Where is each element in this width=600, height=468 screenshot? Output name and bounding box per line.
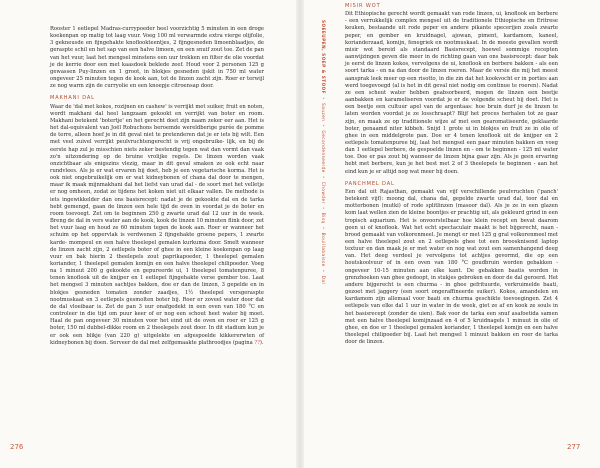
- running-head-sub-3: Bisq: [321, 212, 326, 224]
- text-line: porties aan werd toegevoegd (al is het in dit geval niet nodig om continue te: [345, 75, 559, 89]
- text-line: Kokos, amandelen en kardamom zijn allemaal voor baati en churma geschikte: [345, 289, 558, 303]
- text-line: laag en houd ze 60 minuten tegen de kook aan. Roer er wanneer het schuim: [50, 225, 264, 239]
- text-line: 5 kruidnagels 1 minuut in olie of ghee, en doe er 1 theelepel gemalen: [345, 317, 558, 331]
- text-line: Eritrese keuken, bestaande uit rode peper en andere pikante specerijen zoals: [345, 18, 558, 32]
- text-line: en filter de olie voordat je de kerrie door een met kaasdoek beklede zeef.: [50, 54, 264, 68]
- text-line: wordt misir wot bereid als standaard Basisrecept, hoewel sommige recepten: [345, 39, 558, 53]
- text-line: Rooster 1 eetlepel Madras-currypoeder heel voorzichtig 5 minuten in een: [50, 26, 249, 32]
- text-line: de gekookte dal en de tarka hebt gemengd, gaan de linzen een hele tijd de: [50, 196, 264, 210]
- left-page: [0, 0, 298, 468]
- text-line: het mengsel een paar minuten bakken en voeg dan 1 eetlepel berbere, de gespoelde: [345, 139, 558, 154]
- text-line: roeren). Nadat ze een scheut water hebben geabsorbeerd, mogen de linzen: [345, 82, 558, 96]
- text-line: ).: [259, 339, 264, 346]
- running-head-separator: •: [321, 124, 326, 128]
- text-line: zout toe. Zet de pan van het vuur, laat het mengsel minstens een uur trekken: [50, 47, 264, 61]
- text-line: het mengsel 1 minuut bakken en roer de tarka door de linzen.: [345, 332, 558, 346]
- text-line: Haal de pan ongeveer 30 minuten voor het eind uit de oven en roer er 125 g: [50, 318, 264, 325]
- text-line: betekent vijf): moong dal, chana dal, gepelde zwarte urad dal, toor dal en: [345, 196, 558, 203]
- section-heading-misir-wot: MISIR WOT: [345, 3, 381, 9]
- text-line: bij doen.: [436, 168, 459, 175]
- text-line: ze gaar zijn, en maak ze op traditionele wijze af met een gearomatiseerde,: [345, 111, 558, 125]
- text-line: linzen en - om te beginnen - 125 ml water toe. Doe er pas zout bij wanneer de: [345, 147, 558, 161]
- text-line: linzen te laten worden voordat je ze losschraapt? Blijf het proces herhalen tot: [345, 104, 558, 118]
- text-line: kikkererwten of kidneybonen bij doen. Serveer de dal met zelfgemaakte: [50, 332, 264, 346]
- text-line: bevat daarom geen ui of knoflook. Wat het echt spectaculair maakt is het: [345, 217, 558, 231]
- running-head-separator: •: [321, 175, 326, 179]
- text-line: doet. Het is een beetje een cultuur apel van de argentaas: hoe bruin durf je de: [345, 97, 558, 111]
- text-line: ook echt naar rundvlees. Als je er wat ervaren bij doet, heb je een vegetarische: [50, 160, 264, 174]
- text-line: korianderzaad, komijn, fenegriek en nootmuskaat. In de meeste gevallen: [345, 39, 543, 46]
- text-line: dal geroerd. Het andere bijgerecht is een churma - in ghee gefrituurde,: [345, 274, 558, 288]
- text-line: vormt dan vaak zo'n uitzondering op de bruine vrolijke regels. De linzen: [50, 146, 264, 160]
- text-line: gevormd, die op een houtskoolvuur of in een oven van 180 °C goudbruin: [345, 253, 558, 267]
- text-line: verkruimelde baati, gezoet met jaggery (een soort ongeraffineerde suiker).: [345, 281, 558, 296]
- text-line: grind in een tropisch aquarium. Het is onvoorstelbaar hoe klein recept en: [345, 210, 559, 224]
- text-line: soort met het velletje er nog omheen, zodat ze tijdens het koken niet uit: [50, 182, 264, 196]
- panchmel-dal-paragraph: [345, 189, 558, 346]
- text-line: glazen kom laat wellen zien de kleine boontjes er prachtig uit, als gekleurd: [345, 203, 558, 217]
- running-head-sub-5: Dal: [321, 275, 326, 285]
- text-line: noten, wordt makhani dal heel langzaam gekookt en verrijkt van boter en: [50, 103, 264, 117]
- text-line: nootmuskaat en 3 eetlepels gesmolten boter bij. Roer er zoveel water door dat de: [50, 296, 264, 310]
- running-head-separator: •: [321, 206, 326, 210]
- text-line: mompeul en een halve theelepel gemalen kurkuma door. Smelt wanneer de: [50, 239, 265, 253]
- text-line: Doe er 4 tenen knoflook uit de knijper en 2 eetlepels tomatenpuree bij, laat: [345, 132, 558, 146]
- text-line: knoepje citroensap door.: [148, 83, 214, 90]
- running-head-book: SOEEUPEN, SOEP & STOOF: [321, 20, 326, 95]
- page-reference-link[interactable]: ??: [254, 339, 260, 346]
- running-head-separator: •: [321, 269, 326, 273]
- text-line: meest aansprak leek meer op een risotto, in die zin dat het kookvocht er in: [345, 68, 558, 82]
- running-head-chapter: Sauzen: [321, 103, 326, 122]
- text-line: vers water aan de kook, kook de linzen 10 minuten flink door, zet het vuur: [50, 218, 264, 232]
- left-text-column: [50, 26, 264, 347]
- text-line: een beetje aanbakken en karameliseren voordat je er de volgende scheut bij: [345, 89, 559, 104]
- text-line: lijk, en bij de eerste hap zul je misschien niets zeker bestendig tegen wat dan: [50, 139, 265, 153]
- text-line: toevoegingen. Zet 4 eetlepels van elke dal 1 uur in water in de week, giet ze: [345, 296, 558, 310]
- text-line: dal vloeibaar is. Zet de pan 3 uur onafgedekt in een oven van 180 °C en: [59, 303, 264, 310]
- text-line: linzen zacht zijn, 2 eetlepels boter of ghee in een kleine koekenpan op laag: [58, 246, 264, 253]
- text-line: berbere - een verrukkelijk complex mengsel uit de traditionele Ethiopische en: [345, 11, 558, 25]
- text-line: olijfolie, 3 gekneusde en fijngehakte knoflookteentjes, 2 fijngesneden: [50, 33, 264, 47]
- text-line: limoenblaadjes, de geraspte schil en het sap van een halve limoen, en een snuif: [50, 40, 264, 54]
- section-heading-makhani-dal: MAKHANI DAL: [50, 95, 95, 102]
- makhani-dal-paragraph: [50, 104, 264, 347]
- text-line: controleer in die tijd om puur keer of er nog een schout heet water bij moet.: [50, 311, 264, 318]
- text-line: plathroodjes (pagina: [198, 339, 255, 346]
- text-line: soort tarka - en na dan door de linzen roeren. Maar de versie die mij het: [345, 68, 543, 75]
- text-line: Houd voor 2 personen 125 g gewassen Puy-linzen en 1 groot, in blokjes: [50, 61, 264, 75]
- text-line: op het oppervlak is verdwenen 2 fijngehakte groene pepers, 1 zwarte karde-: [50, 232, 264, 246]
- text-line: een snuf asafoetida samen met een halve theelepel komijnzaad en 4 of: [345, 310, 558, 324]
- text-line: geklaarde boter, genaamd niter kibbeh.: [345, 118, 558, 132]
- text-line: de linzen zacht zijn. Roer er terwijl ze nog warm zijn de curryolie en een: [50, 76, 264, 90]
- right-page: [302, 0, 600, 468]
- text-line: korma. Het is ook niet ongebruikelijk om er wat kidneybonen of chana dal: [50, 167, 264, 182]
- text-line: Zet om te beginnen 250 g zwarte urad dal 12 uur in de week. Breng de dal in: [50, 210, 264, 225]
- running-head-sub-1: Gecondenseerde: [321, 130, 326, 173]
- text-line: Een dal uit Rajasthan, gemaakt van vijf verschillende peulvruchten ('panch': [345, 188, 558, 195]
- text-line: worden vaak onzichtbaar als enigszins vlezig, maar in dit geval smaken ze: [50, 153, 264, 167]
- text-line: 2 of 3 theelepels te beginnen - aan het eind kun je er altijd nog wat meer: [345, 161, 558, 175]
- page-number-right: 277: [567, 443, 581, 451]
- text-line: koriander, 1 theelepel gemalen komijn en een halve theelepel chilipoeder.: [50, 261, 252, 267]
- text-line: zwarte peper, en gember en kruidnagel, ajowan, piment, kardamom, kaneel,: [345, 25, 558, 39]
- text-line: boter, 150 ml dubbel-dikke room en 2 theelepels zout door. In dit: [50, 325, 225, 332]
- text-line: de pomme de terre, alleen hoef je in dit geval niet te pretenderen dat je er iets: [50, 125, 264, 139]
- running-head-text: [321, 20, 326, 284]
- text-line: broosknisend laptop textuur en dan maak je er met water en nog wat zout: [345, 239, 558, 253]
- text-line: Voeg na 1 minuut 200 g gekookte en gepureerde ui, 1 theelepel tomatenpuree,: [50, 261, 264, 275]
- running-head-separator: •: [321, 97, 326, 101]
- text-line: en in blokjes gesneden tomaten zonder zaadjes, 1½ theelepel versgeraspte: [50, 282, 264, 296]
- text-line: Laat het mengsel 3 minuten sachtjes bakken, doe er dan de linzen, 3 gepelde: [50, 275, 264, 289]
- text-line: door te mengen, maar ik maak mijnmakhani dal het liefst van urad dal - de: [50, 175, 264, 189]
- text-line: bijgerecht, naan - brood gemaakt van volkorenmeel. Je mengt er met 125 g: [345, 224, 558, 238]
- text-line: baatis worden in grenzhoeken van ghee gedoopt, in stukjes gebroken en door de: [345, 267, 558, 281]
- text-line: Snijd 1 grote ui in blokjes en fruit ze in olie of ghee in een middelgrote pan.: [345, 125, 558, 139]
- section-heading-panchmel-dal: PANCHMEL DAL: [345, 180, 395, 187]
- running-head-separator: •: [321, 226, 326, 230]
- text-line: droge koekenpan op matig tot laag vuur. Voeg 100 ml verwarmde extra vierge: [50, 26, 264, 40]
- page-number-left: 276: [10, 443, 24, 451]
- running-head-sub-4: Bouillabaisse: [321, 232, 326, 267]
- text-line: koriander, 1 theelepel komijn en een halve theelepel chilipoeder bij. Laat: [345, 324, 559, 339]
- text-line: af en kook ze souls in het basisrecept (zonder de uien). Bak voor de tarka: [345, 303, 559, 317]
- running-head: [318, 20, 328, 285]
- text-line: Waar de 'dal met kokos, rozijnen en cashew' is verrijkt met suiker, fruit en: [50, 103, 248, 110]
- text-line: aan. Het is het dal-equivalent van Joël Robuchons beroemde wereldberige purée: [50, 117, 264, 132]
- text-line: 8 tenen knoflook uit de knijper en 1 eetlepel fijngehakte verse gember toe.: [50, 268, 264, 282]
- text-line: aanwijzingen geven die meer in de richting gaan van ons basisrecept: daar: [345, 54, 549, 61]
- text-line: vuur en bak hierin 2 theelepels zout paprikapoeder, 1 theelepel gemalen: [50, 253, 264, 260]
- text-line: worden gebakken - ongeveer 10-15 minuten aan elke kant. De gebakken: [345, 260, 558, 274]
- text-line: bak je eerst de linzen kokos, vervolgens de ui, knoflook en berbere bakken - als een: [345, 54, 558, 68]
- right-text-column: [345, 3, 558, 346]
- text-line: linzen bijna gaar zijn. Als je geen ervaring hebt met berbere, kun je het best met: [345, 154, 559, 168]
- text-line: een samenhangend deeg van. Het deeg verdeel je vervolgens tot achtjes: [345, 246, 558, 260]
- intro-paragraph: [50, 26, 264, 90]
- text-line: room. Makhani betekent 'botertje' en het gerecht doet zijn naam zeker eer: [50, 110, 264, 124]
- text-line: gral volkorenmeel met een halve theelepel zout en 2 eetlepels ghee tot een: [345, 231, 558, 245]
- running-head-sub-2: Chowder: [321, 181, 326, 204]
- text-line: bij wilt. Een met veel zuivel verrijkt peulvruchtengerecht is vrij ongebruike-: [50, 132, 264, 146]
- text-line: gesneden ijskit in 750 ml water ongeveer 25 minuten tegen de kook aan, tot: [50, 68, 265, 83]
- text-line: elkaar vallen. De methode is iets ingewikkelder dan ons basisrecept: nadat je: [50, 189, 265, 203]
- misir-wot-paragraph: [345, 11, 558, 176]
- text-line: stadium kun je er ook een blikje (van 220 g) uitgelekte en afgespoelde: [50, 325, 264, 339]
- text-line: motterbonen (mutki) of rode splitlinzen (masoor dal). Als je ze in een: [345, 203, 541, 210]
- text-line: oven in voordat je de boter en room toevoegt.: [50, 203, 264, 217]
- text-line: Dit Ethiopische gerecht wordt gemaakt van rode linzen, ui, knoflook en: [345, 11, 538, 18]
